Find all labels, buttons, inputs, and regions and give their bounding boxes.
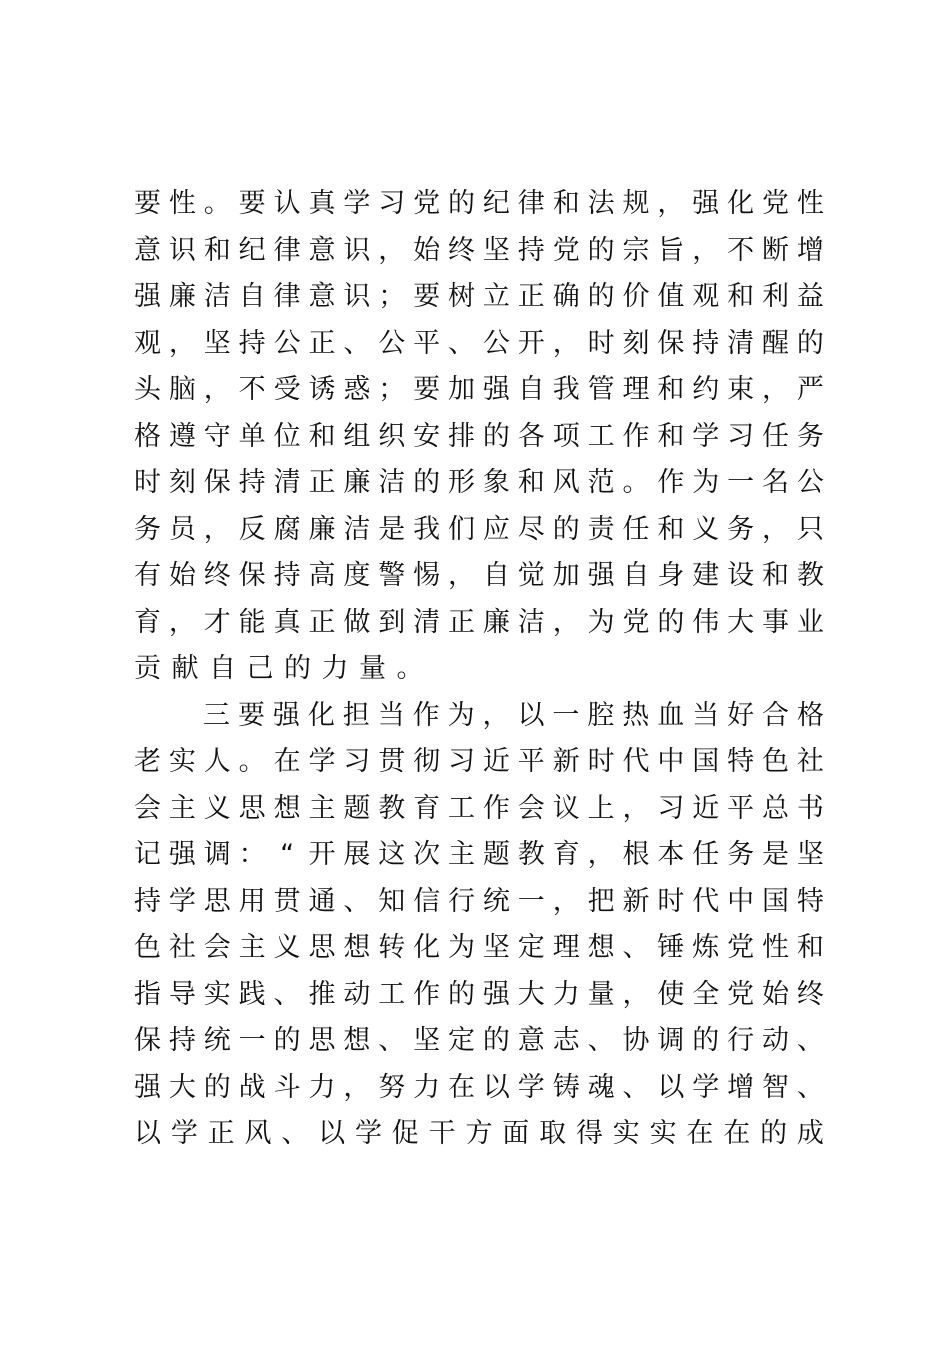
text-line: 有 始 终 保 持 高 度 警 惕 ， 自 觉 加 强 自 身 建 设 和 教 [134,560,824,591]
text-line: 观 ， 坚 持 公 正 、 公 平 、 公 开 ， 时 刻 保 持 清 醒 的 [134,327,824,359]
text-line: 强 大 的 战 斗 力 ， 努 力 在 以 学 铸 魂 、 以 学 增 智 、 [134,1071,824,1103]
body-text [134,181,824,1158]
text-line: 育 ， 才 能 真 正 做 到 清 正 廉 洁 ， 为 党 的 伟 大 事 业 [134,606,824,638]
paragraph [134,181,824,693]
text-line: 贡 献 自 己 的 力 量 。 [134,653,424,684]
text-line: 头 脑 ， 不 受 诱 惑 ； 要 加 强 自 我 管 理 和 约 束 ， 严 [134,374,824,405]
text-line: 保 持 统 一 的 思 想 、 坚 定 的 意 志 、 协 调 的 行 动 、 [134,1025,824,1056]
paragraph [134,693,824,1158]
text-line: 老 实 人 。 在 学 习 贯 彻 习 近 平 新 时 代 中 国 特 色 社 [134,746,824,777]
text-line: 务 员 ， 反 腐 廉 洁 是 我 们 应 尽 的 责 任 和 义 务 ， 只 [134,513,824,545]
text-line: 要 性 。 要 认 真 学 习 党 的 纪 律 和 法 规 ， 强 化 党 性 [134,188,824,219]
text-line: 持 学 思 用 贯 通 、 知 信 行 统 一 ， 把 新 时 代 中 国 特 [134,885,824,917]
text-line: 记 强 调 ： “ 开 展 这 次 主 题 教 育 ， 根 本 任 务 是 坚 [134,839,824,870]
text-line: 以 学 正 风 、 以 学 促 干 方 面 取 得 实 实 在 在 的 成 [134,1118,824,1149]
text-line: 指 导 实 践 、 推 动 工 作 的 强 大 力 量 ， 使 全 党 始 终 [134,978,824,1010]
text-line: 会 主 义 思 想 主 题 教 育 工 作 会 议 上 ， 习 近 平 总 书 [134,792,824,824]
text-line: 意 识 和 纪 律 意 识 ， 始 终 坚 持 党 的 宗 旨 ， 不 断 增 [134,234,824,266]
text-line: 格 遵 守 单 位 和 组 织 安 排 的 各 项 工 作 和 学 习 任 务 [134,420,824,452]
text-line: 时 刻 保 持 清 正 廉 洁 的 形 象 和 风 范 。 作 为 一 名 公 [134,467,824,498]
text-line: 色 社 会 主 义 思 想 转 化 为 坚 定 理 想 、 锤 炼 党 性 和 [134,932,824,963]
text-line: 三 要 强 化 担 当 作 为 ， 以 一 腔 热 血 当 好 合 格 [203,699,824,731]
text-line: 强 廉 洁 自 律 意 识 ； 要 树 立 正 确 的 价 值 观 和 利 益 [134,281,824,312]
